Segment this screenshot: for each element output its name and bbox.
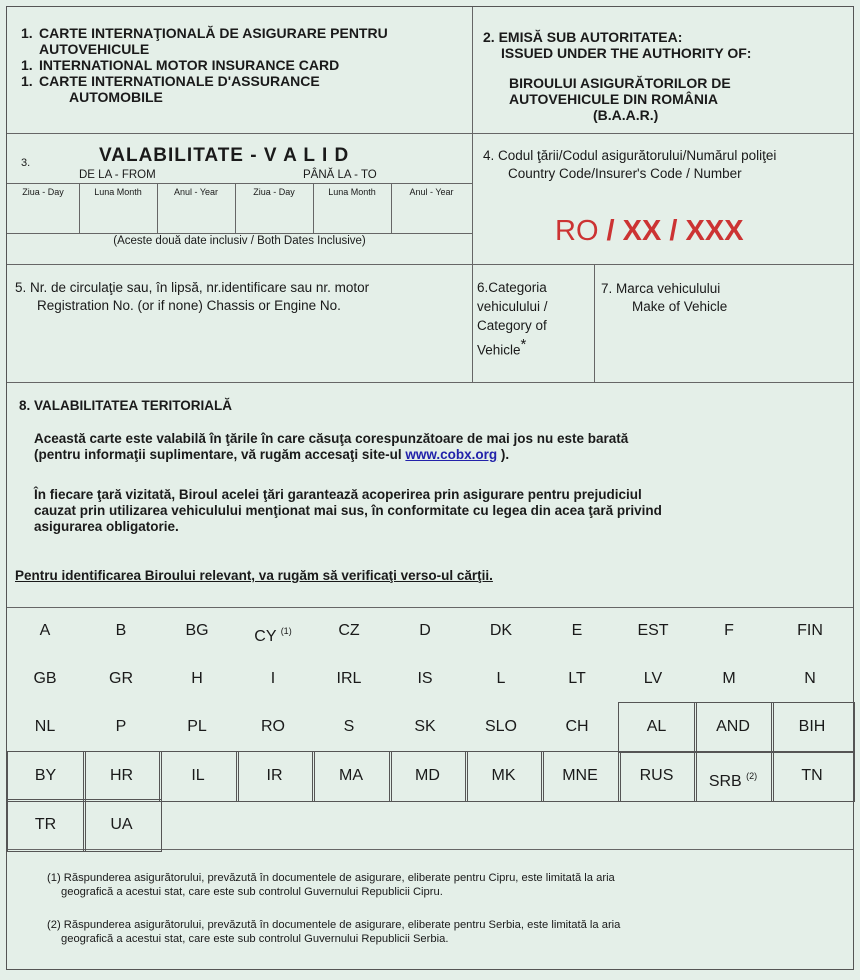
country-al: AL bbox=[646, 718, 667, 735]
country-gr: GR bbox=[109, 670, 133, 687]
country-a: A bbox=[39, 622, 51, 639]
date-col-month: Luna Month bbox=[94, 187, 142, 197]
authority-label: 2. EMISĂ SUB AUTORITATEA: bbox=[483, 29, 683, 45]
country-ma: MA bbox=[339, 767, 363, 784]
card-title-block bbox=[21, 25, 388, 105]
bureau-name: BIROULUI ASIGURĂTORILOR DE bbox=[509, 75, 731, 91]
country-cy: CY $^{(1)}$ bbox=[254, 626, 292, 645]
footnote-cyprus: (1) Răspunderea asigurătorului, prevăzută în documentele de asigurare, eliberate pentru Cipru, este limitată la aria geografică a acestui stat, care este sub controlul Guvernului Republicii Cipru. bbox=[47, 872, 615, 898]
country-irl: IRL bbox=[336, 670, 362, 687]
country-mne: MNE bbox=[562, 767, 598, 784]
country-dk: DK bbox=[489, 622, 513, 639]
registration-label: 5. Nr. de circulaţie sau, în lipsă, nr.identificare sau nr. motor bbox=[15, 280, 370, 295]
country-lv: LV bbox=[643, 670, 663, 687]
country-tr: TR bbox=[34, 816, 57, 833]
date-col-year: Anul - Year bbox=[409, 187, 454, 197]
title-line: 1. CARTE INTERNAŢIONALĂ DE ASIGURARE PENTRU bbox=[21, 25, 388, 41]
vehicle-make-label: 7. Marca vehiculului bbox=[601, 281, 721, 296]
insurance-card bbox=[6, 6, 854, 970]
country-pl: PL bbox=[187, 718, 207, 735]
country-ch: CH bbox=[565, 718, 589, 735]
country-b: B bbox=[115, 622, 127, 639]
dates-inclusive-note: (Aceste două date inclusiv / Both Dates Inclusive) bbox=[113, 235, 366, 247]
authority-label-en: ISSUED UNDER THE AUTHORITY OF: bbox=[501, 45, 752, 61]
country-d: D bbox=[419, 622, 431, 639]
section-number: 3. bbox=[21, 157, 31, 169]
bureau-name: AUTOVEHICULE DIN ROMÂNIA bbox=[509, 91, 718, 107]
guarantee-paragraph: În fiecare ţară vizitată, Biroul acelei ţări garantează acoperirea prin asigurare pentru prejudiciul cauzat prin utilizarea vehiculului menţionat mai sus, în conformitate cu legea din acea ţară privind asigurarea obligatorie. bbox=[34, 487, 662, 534]
footnote-serbia: (2) Răspunderea asigurătorului, prevăzută în documentele de asigurare, eliberate pentru Serbia, este limitată la aria geografică a acestui stat, care este sub controlul Guvernului Republicii Serbia. bbox=[47, 919, 621, 945]
policy-number: RO / XX / XXX bbox=[555, 215, 744, 247]
divider bbox=[472, 7, 473, 382]
title-line: AUTOVEHICULE bbox=[39, 41, 150, 57]
country-est: EST bbox=[637, 622, 669, 639]
country-e: E bbox=[571, 622, 583, 639]
from-label: DE LA - FROM bbox=[79, 169, 156, 181]
country-lt: LT bbox=[568, 670, 586, 687]
divider bbox=[7, 133, 853, 134]
country-m: M bbox=[722, 670, 736, 687]
territorial-validity-title: 8. VALABILITATEA TERITORIALĂ bbox=[19, 398, 232, 413]
country-n: N bbox=[804, 670, 816, 687]
country-bg: BG bbox=[185, 622, 209, 639]
country-sk: SK bbox=[414, 718, 436, 735]
validity-title: VALABILITATE - V A L I D bbox=[99, 145, 350, 166]
title-line: AUTOMOBILE bbox=[69, 89, 163, 105]
country-gb: GB bbox=[33, 670, 57, 687]
vehicle-category-label: 6.Categoria vehiculului / Category of Vehicle* bbox=[477, 280, 548, 358]
country-ir: IR bbox=[266, 767, 283, 784]
to-label: PÂNĂ LA - TO bbox=[303, 169, 377, 181]
country-md: MD bbox=[415, 767, 440, 784]
country-by: BY bbox=[34, 767, 57, 784]
issuing-authority bbox=[483, 29, 751, 123]
policy-label: 4. Codul ţării/Codul asigurătorului/Numărul poliţei bbox=[483, 148, 777, 163]
date-col-month: Luna Month bbox=[328, 187, 376, 197]
country-tn: TN bbox=[801, 767, 823, 784]
country-srb: SRB $^{(2)}$ bbox=[708, 771, 758, 790]
policy-label-en: Country Code/Insurer's Code / Number bbox=[508, 166, 742, 181]
country-and: AND bbox=[716, 718, 750, 735]
country-f: F bbox=[724, 622, 734, 639]
title-line: 1. INTERNATIONAL MOTOR INSURANCE CARD bbox=[21, 57, 340, 73]
verify-bureau-note: Pentru identificarea Biroului relevant, va rugăm să verificaţi verso-ul cărţii. bbox=[15, 568, 493, 583]
country-i: I bbox=[270, 670, 276, 687]
validity-paragraph: Această carte este valabilă în ţările în care căsuţa corespunzătoare de mai jos nu este barată (pentru informaţii suplimentare, vă rugăm accesaţi site-ul www.cobx.org ). bbox=[34, 431, 629, 462]
country-s: S bbox=[343, 718, 355, 735]
title-line: 1. CARTE INTERNATIONALE D'ASSURANCE bbox=[21, 73, 320, 89]
country-il: IL bbox=[191, 767, 205, 784]
country-fin: FIN bbox=[797, 622, 823, 639]
country-l: L bbox=[496, 670, 506, 687]
country-ua: UA bbox=[110, 816, 133, 833]
date-col-day: Ziua - Day bbox=[253, 187, 295, 197]
country-nl: NL bbox=[34, 718, 56, 735]
date-col-day: Ziua - Day bbox=[22, 187, 64, 197]
country-cz: CZ bbox=[338, 622, 360, 639]
country-mk: MK bbox=[491, 767, 516, 784]
divider bbox=[7, 264, 853, 265]
country-hr: HR bbox=[109, 767, 134, 784]
divider bbox=[7, 183, 472, 184]
date-col-year: Anul - Year bbox=[173, 187, 219, 197]
cobx-link[interactable]: www.cobx.org bbox=[405, 447, 498, 462]
divider bbox=[7, 382, 853, 383]
country-is: IS bbox=[417, 670, 433, 687]
country-ro: RO bbox=[261, 718, 285, 735]
country-h: H bbox=[191, 670, 203, 687]
registration-label-en: Registration No. (or if none) Chassis or Engine No. bbox=[37, 298, 341, 313]
divider bbox=[7, 607, 853, 608]
country-rus: RUS bbox=[639, 767, 674, 784]
country-bih: BIH bbox=[798, 718, 826, 735]
country-p: P bbox=[115, 718, 127, 735]
divider bbox=[594, 264, 595, 382]
vehicle-make-label-en: Make of Vehicle bbox=[632, 299, 728, 314]
bureau-abbrev: (B.A.A.R.) bbox=[593, 107, 659, 123]
country-slo: SLO bbox=[484, 718, 517, 735]
divider bbox=[7, 233, 472, 234]
